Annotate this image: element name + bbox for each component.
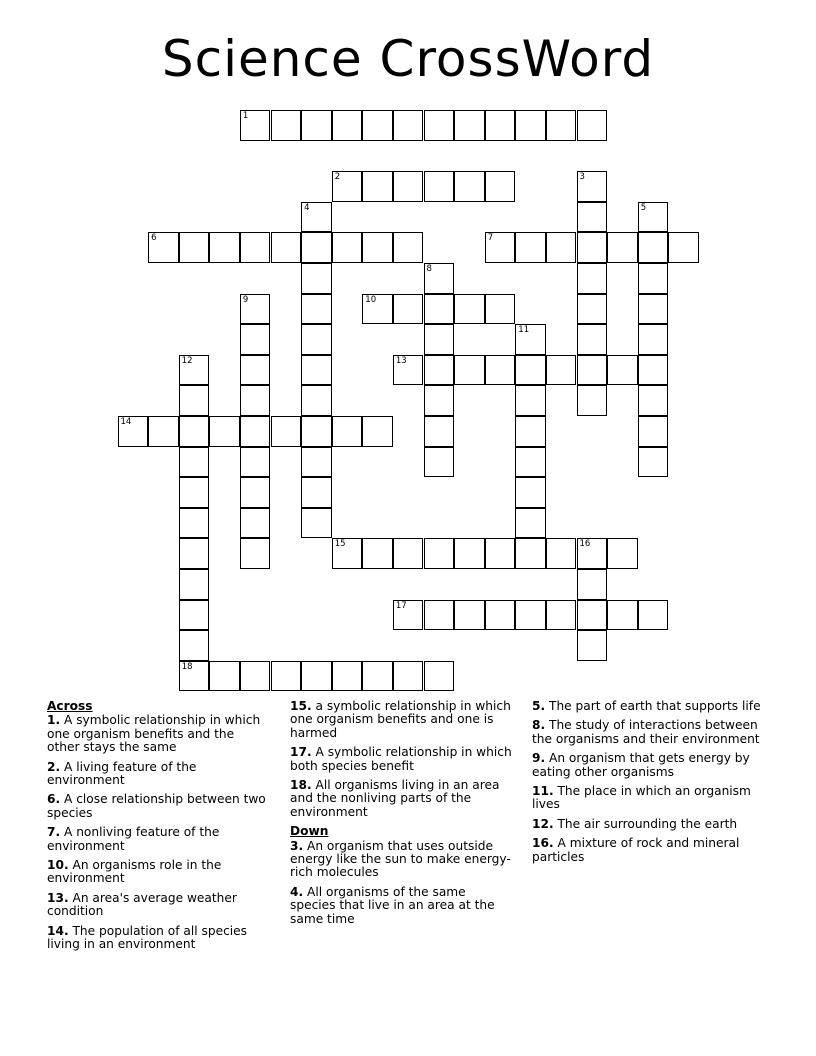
clue-text: An organism that gets energy by eating other organisms [532,751,750,779]
grid-cell[interactable] [454,294,485,325]
clue-number-label: 18 [181,661,193,672]
clue-number-label: 8 [426,264,432,274]
clue-across-17: 17. A symbolic relationship in which both species benefit [290,745,512,773]
clue-down-12: 12. The air surrounding the earth [532,816,738,831]
grid-cell[interactable] [240,355,271,386]
grid-cell[interactable] [240,294,271,325]
grid-cell[interactable] [209,661,240,692]
clue-number-label: 2 [334,172,341,183]
clue-number-label: 7 [487,233,494,244]
clue-number: 18 [290,778,307,793]
grid-cell[interactable] [454,110,485,141]
grid-cell[interactable] [118,416,149,447]
grid-cell[interactable] [393,355,424,386]
grid-cell[interactable] [424,600,455,631]
clue-number-label: 9 [242,294,249,305]
grid-cell[interactable] [393,600,424,631]
grid-cell[interactable] [148,232,179,263]
clue-down-5: 5. The part of earth that supports life [532,699,761,713]
grid-cell[interactable] [393,661,424,692]
grid-cell[interactable] [271,661,302,692]
grid-cell[interactable] [607,600,638,631]
grid-cell[interactable] [301,447,332,478]
grid-cell[interactable] [271,110,302,141]
clue-number: 16 [532,836,549,851]
clue-text: A mixture of rock and mineral particles [532,836,740,864]
grid-cell[interactable] [577,600,608,631]
clue-number-label: 5 [640,202,647,213]
clue-across-6: 6. A close relationship between two species [47,792,266,820]
grid-cell[interactable] [179,538,210,569]
grid-cell[interactable] [607,232,638,263]
grid-cell[interactable] [515,232,546,263]
grid-cell[interactable] [301,202,332,233]
grid-cell[interactable] [485,355,516,386]
grid-cell[interactable] [179,630,210,661]
clue-across-7: 7. A nonliving feature of the environment [47,825,220,853]
clue-number-label: 13 [395,355,407,366]
clue-text: a symbolic relationship in which one organism benefits and one is harmed [290,699,511,740]
grid-cell[interactable] [546,600,577,631]
clue-number-label: 14 [120,417,132,427]
grid-cell[interactable] [301,294,332,325]
down-heading: Down [290,824,329,839]
grid-cell[interactable] [179,600,210,631]
grid-cell[interactable] [638,324,669,355]
grid-cell[interactable] [271,416,302,447]
grid-cell[interactable] [424,661,455,692]
grid-cell[interactable] [424,355,455,386]
grid-cell[interactable] [577,355,608,386]
grid-cell[interactable] [577,569,608,600]
grid-cell[interactable] [515,385,546,416]
grid-cell[interactable] [301,416,332,447]
grid-cell[interactable] [424,171,455,202]
grid-cell[interactable] [362,661,393,692]
grid-cell[interactable] [240,477,271,508]
grid-cell[interactable] [515,447,546,478]
clue-text: A symbolic relationship in which one organism benefits and the other stays the same [47,713,261,755]
grid-cell[interactable] [515,324,546,355]
clue-across-14: 14. The population of all species living in an environment [47,923,248,952]
clue-number: 15 [290,699,307,713]
grid-cell[interactable] [301,324,332,355]
clues-column-3 [532,700,764,870]
grid-cell[interactable] [485,110,516,141]
grid-cell[interactable] [638,202,669,233]
clue-down-16: 16. A mixture of rock and mineral particles [532,836,740,864]
grid-cell[interactable] [515,355,546,386]
clue-text: An organisms role in the environment [47,858,222,886]
grid-cell[interactable] [179,508,210,539]
grid-cell[interactable] [240,324,271,355]
grid-cell[interactable] [424,447,455,478]
grid-cell[interactable] [240,232,271,263]
clue-number: 2 [47,759,56,774]
grid-cell[interactable] [577,294,608,325]
across-heading: Across [47,699,93,713]
grid-cell[interactable] [638,447,669,478]
grid-cell[interactable] [515,477,546,508]
clue-number-label: 12 [181,355,193,366]
grid-cell[interactable] [179,355,210,386]
grid-cell[interactable] [638,600,669,631]
grid-cell[interactable] [240,110,271,141]
grid-cell[interactable] [546,355,577,386]
grid-cell[interactable] [240,538,271,569]
clue-text: The part of earth that supports life [549,699,761,713]
grid-cell[interactable] [209,416,240,447]
grid-cell[interactable] [179,447,210,478]
grid-cell[interactable] [179,416,210,447]
clue-across-18: 18. All organisms living in an area and the nonliving parts of the environment [290,778,500,819]
grid-cell[interactable] [240,416,271,447]
clue-down-3: 3. An organism that uses outside energy like the sun to make energy-rich molecules [290,838,511,880]
grid-cell[interactable] [515,110,546,141]
clues-column-2 [290,700,512,932]
clue-across-15: 15. a symbolic relationship in which one organism benefits and one is harmed [290,699,511,740]
clue-number: 7 [47,825,56,840]
clue-number: 6 [47,792,56,807]
grid-cell[interactable] [393,110,424,141]
grid-cell[interactable] [515,416,546,447]
page-title: Science CrossWord [161,30,655,88]
grid-cell[interactable] [577,110,608,141]
grid-cell[interactable] [332,538,363,569]
grid-cell[interactable] [240,385,271,416]
clue-number-label: 6 [151,233,157,244]
grid-cell[interactable] [577,385,608,416]
grid-cell[interactable] [607,355,638,386]
clue-number: 12 [532,816,549,831]
grid-cell[interactable] [577,630,608,661]
clue-number: 8 [532,718,541,733]
clue-down-11: 11. The place in which an organism lives [532,784,751,812]
clue-number: 9 [532,751,541,766]
grid-cell[interactable] [638,416,669,447]
grid-cell[interactable] [332,416,363,447]
clue-number: 17 [290,745,307,760]
clue-across-10: 10. An organisms role in the environment [47,858,222,886]
clue-across-2: 2. A living feature of the environment [47,759,197,788]
grid-cell[interactable] [515,600,546,631]
grid-cell[interactable] [179,477,210,508]
grid-cell[interactable] [301,355,332,386]
grid-cell[interactable] [424,294,455,325]
grid-cell[interactable] [485,232,516,263]
grid-cell[interactable] [638,232,669,263]
grid-cell[interactable] [638,355,669,386]
grid-cell[interactable] [638,385,669,416]
grid-cell[interactable] [546,538,577,569]
grid-cell[interactable] [240,447,271,478]
clue-number: 5 [532,699,541,713]
clue-number: 14 [47,923,64,938]
clue-text: An organism that uses outside energy like the sun to make energy-rich molecules [290,838,511,880]
clue-number-label: 15 [334,539,346,550]
grid-cell[interactable] [424,324,455,355]
grid-cell[interactable] [301,508,332,539]
grid-cell[interactable] [668,232,699,263]
grid-cell[interactable] [271,232,302,263]
grid-cell[interactable] [577,538,608,569]
grid-cell[interactable] [209,232,240,263]
grid-cell[interactable] [148,416,179,447]
grid-cell[interactable] [362,294,393,325]
grid-cell[interactable] [362,232,393,263]
grid-cell[interactable] [301,661,332,692]
grid-cell[interactable] [546,232,577,263]
grid-cell[interactable] [607,538,638,569]
clue-text: The air surrounding the earth [557,816,738,831]
clue-text: The study of interactions between the organisms and their environment [532,718,760,746]
clue-down-8: 8. The study of interactions between the organisms and their environment [532,718,760,746]
grid-cell[interactable] [179,661,210,692]
grid-cell[interactable] [301,263,332,294]
grid-cell[interactable] [638,263,669,294]
grid-cell[interactable] [332,661,363,692]
grid-cell[interactable] [362,538,393,569]
grid-cell[interactable] [424,416,455,447]
clue-text: All organisms living in an area and the nonliving parts of the environment [290,778,500,819]
grid-cell[interactable] [485,171,516,202]
grid-cell[interactable] [577,324,608,355]
clue-down-9: 9. An organism that gets energy by eating other organisms [532,751,750,779]
grid-cell[interactable] [454,600,485,631]
clue-text: A symbolic relationship in which both species benefit [290,745,512,773]
grid-cell[interactable] [301,232,332,263]
grid-cell[interactable] [454,355,485,386]
grid-cell[interactable] [577,171,608,202]
grid-cell[interactable] [240,661,271,692]
grid-cell[interactable] [393,232,424,263]
clue-number-label: 16 [579,539,591,550]
grid-cell[interactable] [301,110,332,141]
grid-cell[interactable] [424,110,455,141]
clue-number: 11 [532,784,549,799]
grid-cell[interactable] [362,171,393,202]
clue-number-label: 4 [304,202,310,213]
grid-cell[interactable] [393,294,424,325]
grid-cell[interactable] [577,263,608,294]
clue-across-13: 13. An area's average weather condition [47,890,237,919]
grid-cell[interactable] [332,232,363,263]
clue-number-label: 10 [365,294,377,305]
clue-number-label: 17 [395,600,407,611]
clue-text: A close relationship between two species [47,792,266,820]
clue-number-label: 11 [518,325,530,336]
grid-cell[interactable] [485,538,516,569]
clue-text: The place in which an organism lives [532,784,751,812]
grid-cell[interactable] [332,110,363,141]
grid-cell[interactable] [362,110,393,141]
grid-cell[interactable] [577,232,608,263]
clue-number: 13 [47,890,64,905]
grid-cell[interactable] [179,385,210,416]
clue-across-1: 1. A symbolic relationship in which one organism benefits and the other stays the same [47,713,261,755]
grid-cell[interactable] [362,416,393,447]
grid-cell[interactable] [301,385,332,416]
grid-cell[interactable] [454,171,485,202]
grid-cell[interactable] [393,171,424,202]
grid-cell[interactable] [638,294,669,325]
grid-cell[interactable] [454,538,485,569]
clue-text: The population of all species living in an environment [47,923,248,952]
clue-number: 1 [47,713,56,728]
clue-down-4: 4. All organisms of the same species that live in an area at the same time [290,884,495,926]
grid-cell[interactable] [393,538,424,569]
grid-cell[interactable] [179,569,210,600]
clue-text: An area's average weather condition [47,890,237,919]
grid-cell[interactable] [515,508,546,539]
grid-cell[interactable] [515,538,546,569]
grid-cell[interactable] [485,294,516,325]
grid-cell[interactable] [424,538,455,569]
clue-number: 10 [47,858,64,873]
clue-text: A living feature of the environment [47,759,197,788]
grid-cell[interactable] [424,385,455,416]
grid-cell[interactable] [485,600,516,631]
clue-number: 4 [290,884,299,899]
clues-column-1 [47,700,267,958]
grid-cell[interactable] [179,232,210,263]
clue-number-label: 3 [579,172,585,183]
grid-cell[interactable] [577,202,608,233]
grid-cell[interactable] [424,263,455,294]
grid-cell[interactable] [301,477,332,508]
grid-cell[interactable] [240,508,271,539]
grid-cell[interactable] [546,110,577,141]
clue-text: A nonliving feature of the environment [47,825,220,853]
clue-text: All organisms of the same species that live in an area at the same time [290,884,495,926]
clue-number: 3 [290,838,299,853]
clue-number-label: 1 [242,111,249,121]
grid-cell[interactable] [332,171,363,202]
